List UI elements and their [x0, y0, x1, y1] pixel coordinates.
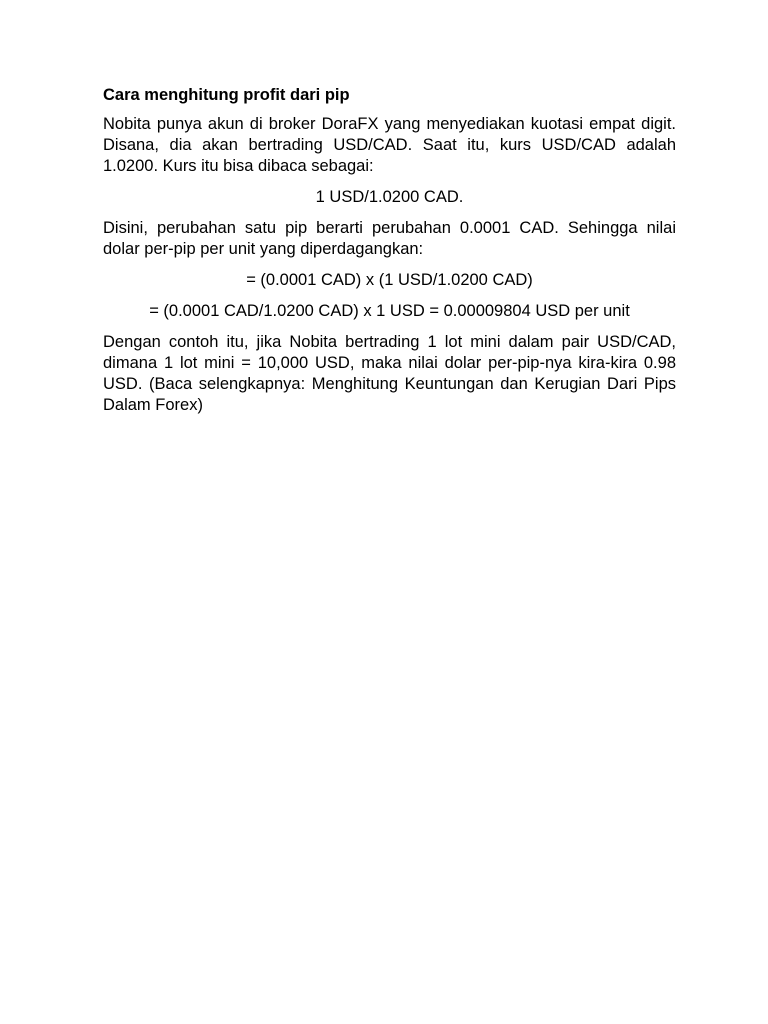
equation-pip-result: = (0.0001 CAD/1.0200 CAD) x 1 USD = 0.00009804 USD per unit — [149, 302, 630, 320]
document-page — [103, 85, 676, 426]
paragraph-example: Dengan contoh itu, jika Nobita bertrading 1 lot mini dalam pair USD/CAD, dimana 1 lot mini = 10,000 USD, maka nilai dolar per-pip-nya kira-kira 0.98 USD. (Baca selengkapnya: Menghitung Keuntungan dan Kerugian Dari Pips Dalam Forex) — [103, 333, 676, 414]
paragraph-intro: Nobita punya akun di broker DoraFX yang menyediakan kuotasi empat digit. Disana, dia akan bertrading USD/CAD. Saat itu, kurs USD/CAD adalah 1.0200. Kurs itu bisa dibaca sebagai: — [103, 115, 676, 175]
document-title: Cara menghitung profit dari pip — [103, 86, 350, 104]
equation-exchange-rate: 1 USD/1.0200 CAD. — [315, 188, 464, 206]
equation-pip-value: = (0.0001 CAD) x (1 USD/1.0200 CAD) — [246, 271, 533, 289]
paragraph-pip-change: Disini, perubahan satu pip berarti perubahan 0.0001 CAD. Sehingga nilai dolar per-pip per unit yang diperdagangkan: — [103, 219, 676, 258]
